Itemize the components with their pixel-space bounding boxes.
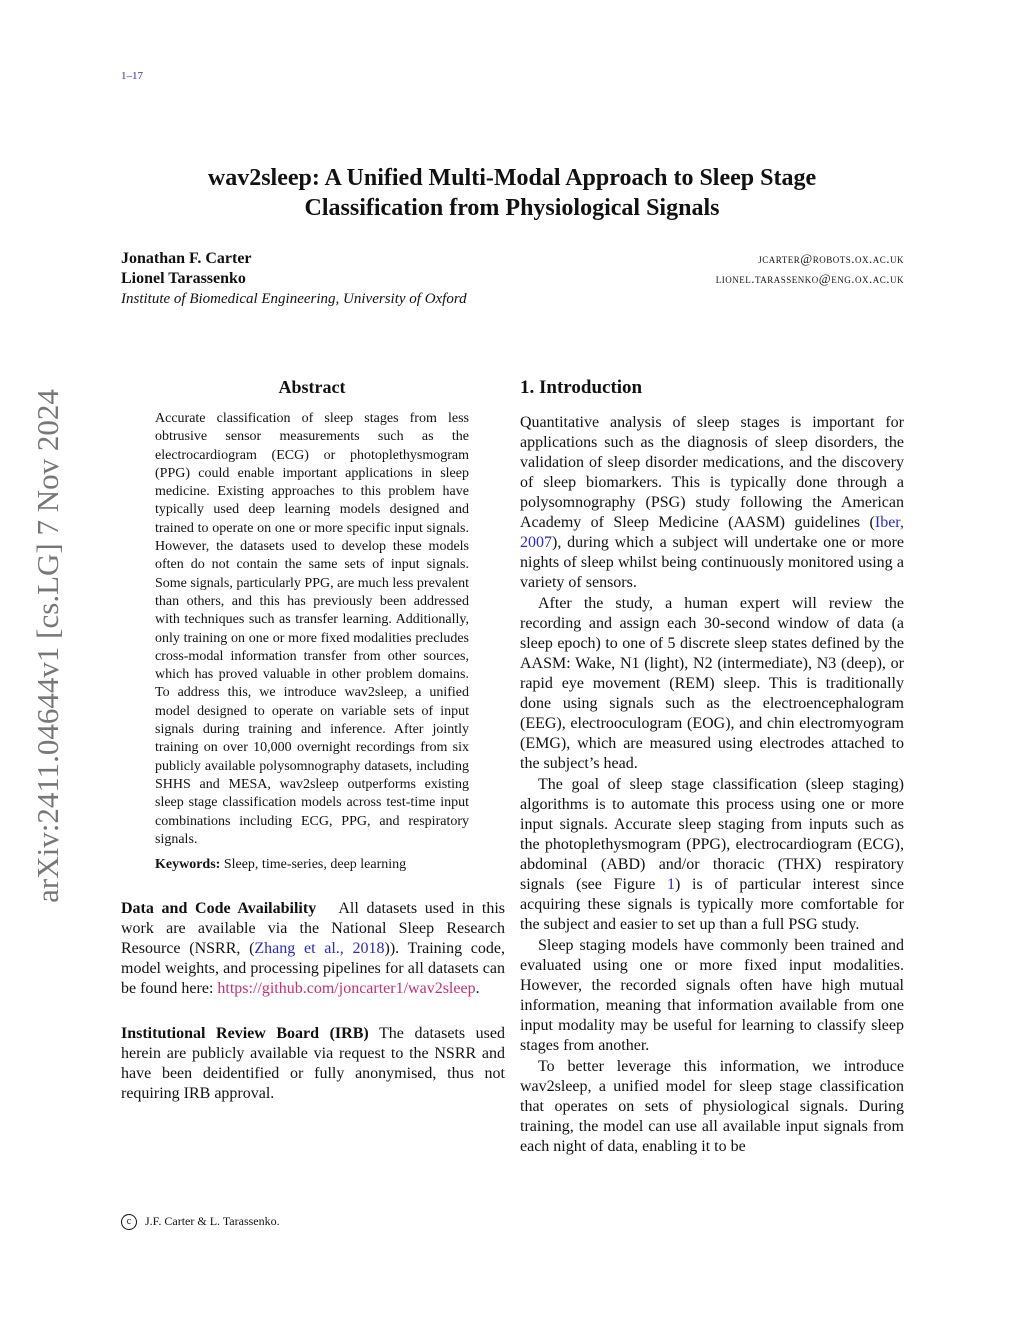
copyright-text: J.F. Carter & L. Tarassenko. — [145, 1214, 280, 1228]
abstract-section — [155, 377, 469, 873]
intro-p1-text-2: ), during which a subject will undertake one or more nights of sleep whilst being continuously monitored using a variety of sensors. — [520, 534, 904, 591]
abstract-heading: Abstract — [278, 377, 346, 397]
author-email[interactable]: lionel.tarassenko@eng.ox.ac.uk — [715, 271, 904, 286]
github-url-link[interactable]: https://github.com/joncarter1/wav2sleep — [217, 980, 476, 998]
title-line-1: wav2sleep: A Unified Multi-Modal Approach to Sleep Stage — [207, 165, 817, 191]
arxiv-sidebar-stamp: arXiv:2411.04644v1 [cs.LG] 7 Nov 2024 — [30, 389, 65, 903]
data-code-text: All datasets used in this work are available via the National Sleep Research Resource (NSRR, ( — [121, 900, 505, 958]
title-line-2: Classification from Physiological Signals — [304, 195, 720, 221]
intro-p1-text: Quantitative analysis of sleep stages is important for applications such as the diagnosis of sleep disorders, the validation of sleep disorder medications, and the discovery of sleep biomarkers. This is typically done through a polysomnography (PSG) study following the American Academy of Sleep Medicine (AASM) guidelines ( — [520, 414, 904, 531]
page-range[interactable]: 1–17 — [121, 70, 143, 82]
irb-text: The datasets used herein are publicly available via request to the NSRR and have been deidentified or fully anonymised, thus not requiring IRB approval. — [121, 1025, 505, 1103]
affiliation: Institute of Biomedical Engineering, University of Oxford — [121, 291, 467, 307]
keywords — [155, 857, 469, 873]
left-column — [121, 377, 505, 1104]
citation-link[interactable]: Zhang et al., 2018 — [254, 940, 385, 958]
author-row — [121, 249, 904, 269]
intro-paragraph-2: After the study, a human expert will review the recording and assign each 30-second window of data (a sleep epoch) to one of 5 discrete sleep states defined by the AASM: Wake, N1 (light), N2 (intermediate), N3 (deep), or rapid eye movement (REM) sleep. This is traditionally done using signals such as the electroencephalogram (EEG), electrooculogram (EOG), and chin electromyogram (EMG), which are measured using electrodes attached to the subject’s head. — [520, 595, 904, 772]
intro-paragraph-3 — [520, 775, 904, 935]
data-code-availability — [121, 899, 505, 999]
right-column — [520, 377, 904, 1157]
figure-ref-link[interactable]: 1 — [667, 876, 676, 893]
data-code-heading: Data and Code Availability — [121, 900, 317, 918]
author-name: Lionel Tarassenko — [121, 270, 246, 287]
author-block — [121, 249, 904, 309]
author-email[interactable]: jcarter@robots.ox.ac.uk — [758, 251, 904, 266]
author-row — [121, 269, 904, 289]
keywords-list: Sleep, time-series, deep learning — [223, 857, 407, 873]
intro-p3-text-2: ) is of particular interest since acquiring these signals is typically more comfortable for the subject and easier to set up than a full PSG study. — [520, 876, 904, 933]
url-suffix: . — [475, 980, 480, 998]
keywords-label: Keywords: — [155, 857, 221, 873]
citation-link[interactable]: Iber, 2007 — [520, 514, 904, 551]
intro-paragraph-4: Sleep staging models have commonly been trained and evaluated using one or more fixed input modalities. However, the recorded signals often have high mutual information, meaning that information available from one input modality may be useful for learning to classify sleep stages from another. — [520, 937, 904, 1054]
copyright-icon: c — [121, 1214, 137, 1230]
irb-heading: Institutional Review Board (IRB) — [121, 1025, 369, 1043]
introduction-heading: 1. Introduction — [520, 377, 643, 398]
copyright-footer — [121, 1214, 280, 1230]
intro-p3-text: The goal of sleep stage classification (sleep staging) algorithms is to automate this process using one or more input signals. Accurate sleep staging from inputs such as the photoplethysmogram (PPG), electrocardiogram (ECG), abdominal (ABD) and/or thoracic (THX) respiratory signals (see Figure — [520, 776, 904, 893]
abstract-text: Accurate classification of sleep stages from less obtrusive sensor measurements such as the electrocardiogram (ECG) or photoplethysmogram (PPG) could enable important applications in sleep medicine. Existing approaches to this problem have typically used deep learning models designed and trained to operate on one or more specific input signals. However, the datasets used to develop these models often do not contain the same sets of input signals. Some signals, particularly PPG, are much less prevalent than others, and this has previously been addressed with techniques such as transfer learning. Additionally, only training on one or more fixed modalities precludes cross-modal information transfer from other sources, which has proved valuable in other problem domains. To address this, we introduce wav2sleep, a unified model designed to operate on variable sets of input signals during training and inference. After jointly training on over 10,000 overnight recordings from six publicly available polysomnography datasets, including SHHS and MESA, wav2sleep outperforms existing sleep stage classification models across test-time input combinations including ECG, PPG, and respiratory signals. — [155, 411, 469, 847]
author-name: Jonathan F. Carter — [121, 250, 252, 267]
paper-title — [100, 163, 924, 223]
data-code-text-2: )). Training code, model weights, and processing pipelines for all datasets can be found here: — [121, 940, 506, 998]
irb-statement — [121, 1024, 505, 1104]
intro-paragraph-5: To better leverage this information, we introduce wav2sleep, a unified model for sleep stage classification that operates on sets of physiological signals. During training, the model can use all available input signals from each night of data, enabling it to be — [520, 1058, 904, 1155]
intro-paragraph-1 — [520, 413, 904, 593]
